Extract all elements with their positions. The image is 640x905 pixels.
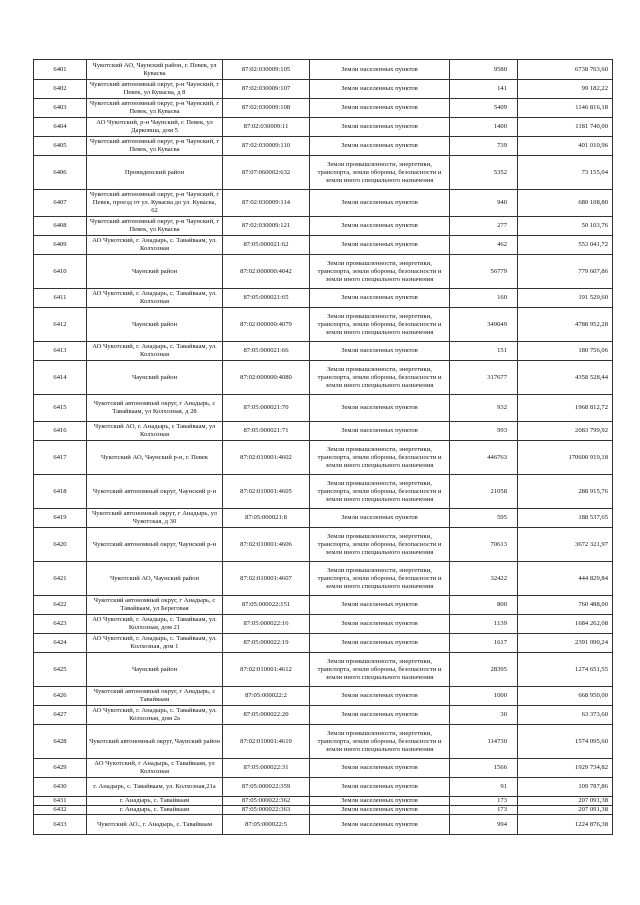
row-number-cell: 6418 [34, 475, 87, 509]
cadastral-value-cell: 779 607,86 [518, 255, 613, 289]
cadastral-value-cell: 170600 919,18 [518, 441, 613, 475]
row-number-cell: 6421 [34, 562, 87, 596]
area-cell: 1139 [450, 615, 518, 634]
cadastral-number-cell: 87:02:000000:4079 [223, 308, 310, 342]
area-cell: 932 [450, 395, 518, 422]
area-cell: 141 [450, 80, 518, 99]
area-cell: 317677 [450, 361, 518, 395]
address-cell: Чукотский автономный округ, Чаунский район [87, 725, 223, 759]
cadastral-number-cell: 87:02:010001:4602 [223, 441, 310, 475]
cadastral-value-cell: 2391 090,24 [518, 634, 613, 653]
row-number-cell: 6410 [34, 255, 87, 289]
row-number-cell: 6428 [34, 725, 87, 759]
area-cell: 5409 [450, 99, 518, 118]
address-cell: Чаунский район [87, 255, 223, 289]
land-category-cell: Земли населенных пунктов [310, 706, 450, 725]
address-cell: АО Чукотский, г. Анадырь, с. Тавайваам, ул. Колхозная, дом 1 [87, 634, 223, 653]
address-cell: АО Чукотский, г Анадырь, с Тавайваам, ул Колхозная [87, 759, 223, 778]
address-cell: Чукотский АО, Чаунский район, г. Певек, ул Кувасва [87, 60, 223, 80]
row-number-cell: 6424 [34, 634, 87, 653]
cadastral-value-cell: 99 182,22 [518, 80, 613, 99]
cadastral-number-cell: 87:05:000022:2 [223, 687, 310, 706]
cadastral-number-cell: 87:02:010001:4612 [223, 653, 310, 687]
cadastral-value-cell: 109 787,86 [518, 778, 613, 797]
table-row [34, 653, 613, 687]
area-cell: 160 [450, 289, 518, 308]
table-row [34, 562, 613, 596]
land-plots-table [33, 59, 613, 835]
cadastral-value-cell: 73 155,04 [518, 156, 613, 190]
row-number-cell: 6431 [34, 797, 87, 806]
land-category-cell: Земли населенных пунктов [310, 118, 450, 137]
row-number-cell: 6426 [34, 687, 87, 706]
cadastral-number-cell: 87:05:000021:65 [223, 289, 310, 308]
cadastral-value-cell: 2083 799,92 [518, 422, 613, 441]
land-category-cell: Земли населенных пунктов [310, 217, 450, 236]
table-row [34, 441, 613, 475]
row-number-cell: 6425 [34, 653, 87, 687]
table-row [34, 815, 613, 835]
area-cell: 21058 [450, 475, 518, 509]
address-cell: АО Чукотский, г. Анадырь, с. Тавайваам, ул. Колхозная [87, 289, 223, 308]
cadastral-number-cell: 87:02:030009:11 [223, 118, 310, 137]
address-cell: Чукотский АО, г. Анадырь, с Тавайваам, ул Колхозная [87, 422, 223, 441]
address-cell: Чукотский АО, Чаунский район [87, 562, 223, 596]
table-row [34, 759, 613, 778]
cadastral-number-cell: 87:05:000022:359 [223, 778, 310, 797]
land-category-cell: Земли населенных пунктов [310, 687, 450, 706]
area-cell: 1566 [450, 759, 518, 778]
table-row [34, 361, 613, 395]
row-number-cell: 6403 [34, 99, 87, 118]
cadastral-number-cell: 87:05:000021:70 [223, 395, 310, 422]
address-cell: АО Чукотский, г. Анадырь, с. Тавайваам, ул. Колхозная [87, 342, 223, 361]
cadastral-number-cell: 87:05:000022:151 [223, 596, 310, 615]
land-category-cell: Земли населенных пунктов [310, 596, 450, 615]
table-row [34, 236, 613, 255]
land-category-cell: Земли промышленности, энергетики, транспорта, земли обороны, безопасности и земли иного специального назначения [310, 528, 450, 562]
land-category-cell: Земли промышленности, энергетики, транспорта, земли обороны, безопасности и земли иного специального назначения [310, 475, 450, 509]
area-cell: 739 [450, 137, 518, 156]
row-number-cell: 6420 [34, 528, 87, 562]
area-cell: 446763 [450, 441, 518, 475]
area-cell: 595 [450, 509, 518, 528]
area-cell: 800 [450, 596, 518, 615]
table-row [34, 99, 613, 118]
address-cell: г. Анадырь, с. Тавайваам [87, 806, 223, 815]
address-cell: АО Чукотский, г. Анадырь, с. Тавайваам, ул. Колхозная, дом 2а [87, 706, 223, 725]
row-number-cell: 6423 [34, 615, 87, 634]
address-cell: АО Чукотский, р-н Чаунский, г. Певек, ул Дарковша, дом 5 [87, 118, 223, 137]
land-category-cell: Земли населенных пунктов [310, 236, 450, 255]
row-number-cell: 6406 [34, 156, 87, 190]
cadastral-number-cell: 87:02:000000:4080 [223, 361, 310, 395]
land-category-cell: Земли населенных пунктов [310, 190, 450, 217]
address-cell: Чукотский автономный округ, р-н Чаунский, г Певек, ул Кувасва [87, 217, 223, 236]
land-category-cell: Земли населенных пунктов [310, 80, 450, 99]
cadastral-value-cell: 1574 095,60 [518, 725, 613, 759]
land-category-cell: Земли населенных пунктов [310, 509, 450, 528]
address-cell: Чукотский автономный округ, р-н Чаунский, г Певек, проезд от ул. Кувасва до ул. Кувасва, 62 [87, 190, 223, 217]
table-row [34, 289, 613, 308]
table-row [34, 395, 613, 422]
cadastral-number-cell: 87:05:000022:31 [223, 759, 310, 778]
row-number-cell: 6413 [34, 342, 87, 361]
cadastral-value-cell: 1968 812,72 [518, 395, 613, 422]
cadastral-number-cell: 87:02:030009:110 [223, 137, 310, 156]
address-cell: г. Анадырь, с. Тавайваам, ул. Колхозная,21а [87, 778, 223, 797]
row-number-cell: 6417 [34, 441, 87, 475]
address-cell: Провиденский район [87, 156, 223, 190]
table-row [34, 615, 613, 634]
land-category-cell: Земли промышленности, энергетики, транспорта, земли обороны, безопасности и земли иного специального назначения [310, 653, 450, 687]
table-row [34, 687, 613, 706]
table-row [34, 342, 613, 361]
cadastral-value-cell: 180 756,06 [518, 342, 613, 361]
table-row [34, 60, 613, 80]
address-cell: Чукотский автономный округ, г Анадырь, с Тавайваам, ул Береговая [87, 596, 223, 615]
cadastral-value-cell: 207 091,38 [518, 806, 613, 815]
land-category-cell: Земли промышленности, энергетики, транспорта, земли обороны, безопасности и земли иного специального назначения [310, 725, 450, 759]
row-number-cell: 6427 [34, 706, 87, 725]
table-row [34, 509, 613, 528]
land-category-cell: Земли промышленности, энергетики, транспорта, земли обороны, безопасности и земли иного специального назначения [310, 562, 450, 596]
area-cell: 9580 [450, 60, 518, 80]
land-category-cell: Земли населенных пунктов [310, 60, 450, 80]
area-cell: 28395 [450, 653, 518, 687]
row-number-cell: 6430 [34, 778, 87, 797]
table-row [34, 255, 613, 289]
cadastral-value-cell: 50 103,76 [518, 217, 613, 236]
area-cell: 1617 [450, 634, 518, 653]
table-body [34, 60, 613, 835]
row-number-cell: 6416 [34, 422, 87, 441]
cadastral-number-cell: 87:05:000022:362 [223, 797, 310, 806]
cadastral-number-cell: 87:02:030009:105 [223, 60, 310, 80]
cadastral-number-cell: 87:05:000022:19 [223, 634, 310, 653]
table-row [34, 634, 613, 653]
cadastral-number-cell: 87:02:010001:4607 [223, 562, 310, 596]
cadastral-number-cell: 87:02:030009:121 [223, 217, 310, 236]
cadastral-number-cell: 87:02:010001:4605 [223, 475, 310, 509]
cadastral-value-cell: 1181 740,00 [518, 118, 613, 137]
cadastral-value-cell: 3672 321,97 [518, 528, 613, 562]
cadastral-value-cell: 191 529,60 [518, 289, 613, 308]
cadastral-value-cell: 1274 651,55 [518, 653, 613, 687]
table-row [34, 706, 613, 725]
table-row [34, 475, 613, 509]
address-cell: АО Чукотский, г. Анадырь, с. Тавайваам, ул. Колхозная, дом 21 [87, 615, 223, 634]
land-category-cell: Земли промышленности, энергетики, транспорта, земли обороны, безопасности и земли иного специального назначения [310, 441, 450, 475]
land-category-cell: Земли промышленности, энергетики, транспорта, земли обороны, безопасности и земли иного специального назначения [310, 308, 450, 342]
land-category-cell: Земли населенных пунктов [310, 759, 450, 778]
cadastral-number-cell: 87:05:000021:8 [223, 509, 310, 528]
land-category-cell: Земли населенных пунктов [310, 395, 450, 422]
land-category-cell: Земли промышленности, энергетики, транспорта, земли обороны, безопасности и земли иного специального назначения [310, 156, 450, 190]
cadastral-number-cell: 87:02:030009:108 [223, 99, 310, 118]
area-cell: 173 [450, 806, 518, 815]
address-cell: Чукотский автономный округ, Чаунский р-н [87, 528, 223, 562]
land-category-cell: Земли населенных пунктов [310, 99, 450, 118]
area-cell: 993 [450, 422, 518, 441]
table-row [34, 797, 613, 806]
cadastral-number-cell: 87:05:000021:71 [223, 422, 310, 441]
area-cell: 173 [450, 797, 518, 806]
cadastral-value-cell: 1224 876,38 [518, 815, 613, 835]
cadastral-value-cell: 4358 528,44 [518, 361, 613, 395]
row-number-cell: 6409 [34, 236, 87, 255]
cadastral-number-cell: 87:02:010001:4619 [223, 725, 310, 759]
row-number-cell: 6412 [34, 308, 87, 342]
address-cell: Чукотский автономный округ, р-н Чаунский, г Певек, ул Кувасва, д 8 [87, 80, 223, 99]
cadastral-value-cell: 401 010,96 [518, 137, 613, 156]
area-cell: 151 [450, 342, 518, 361]
cadastral-number-cell: 87:05:000022:363 [223, 806, 310, 815]
address-cell: Чукотский автономный округ, г Анадырь, ул Чукотская, д 30 [87, 509, 223, 528]
cadastral-value-cell: 1146 816,18 [518, 99, 613, 118]
land-category-cell: Земли населенных пунктов [310, 797, 450, 806]
cadastral-number-cell: 87:02:010001:4606 [223, 528, 310, 562]
cadastral-value-cell: 553 041,72 [518, 236, 613, 255]
land-category-cell: Земли населенных пунктов [310, 422, 450, 441]
cadastral-value-cell: 668 950,00 [518, 687, 613, 706]
table-row [34, 725, 613, 759]
row-number-cell: 6422 [34, 596, 87, 615]
area-cell: 940 [450, 190, 518, 217]
land-category-cell: Земли населенных пунктов [310, 778, 450, 797]
cadastral-value-cell: 63 373,60 [518, 706, 613, 725]
row-number-cell: 6432 [34, 806, 87, 815]
table-row [34, 118, 613, 137]
table-row [34, 80, 613, 99]
cadastral-value-cell: 4788 952,28 [518, 308, 613, 342]
cadastral-number-cell: 87:02:000000:4042 [223, 255, 310, 289]
table-row [34, 217, 613, 236]
area-cell: 114730 [450, 725, 518, 759]
area-cell: 994 [450, 815, 518, 835]
row-number-cell: 6415 [34, 395, 87, 422]
cadastral-number-cell: 87:02:030009:107 [223, 80, 310, 99]
address-cell: Чукотский АО, Чаунский р-н, г. Певек [87, 441, 223, 475]
area-cell: 277 [450, 217, 518, 236]
address-cell: АО Чукотский, г. Анадырь, с. Тавайваам, ул. Колхозная [87, 236, 223, 255]
address-cell: Чукотский автономный округ, г Анадырь, с Тавайваам, ул Колхозная, д 28 [87, 395, 223, 422]
area-cell: 349049 [450, 308, 518, 342]
table-row [34, 308, 613, 342]
area-cell: 30 [450, 706, 518, 725]
cadastral-number-cell: 87:05:000022:20 [223, 706, 310, 725]
cadastral-value-cell: 288 915,76 [518, 475, 613, 509]
row-number-cell: 6433 [34, 815, 87, 835]
area-cell: 5352 [450, 156, 518, 190]
area-cell: 1400 [450, 118, 518, 137]
area-cell: 91 [450, 778, 518, 797]
table-row [34, 778, 613, 797]
table-row [34, 190, 613, 217]
cadastral-value-cell: 207 091,38 [518, 797, 613, 806]
row-number-cell: 6404 [34, 118, 87, 137]
table-row [34, 137, 613, 156]
cadastral-value-cell: 1684 262,08 [518, 615, 613, 634]
cadastral-value-cell: 6738 763,60 [518, 60, 613, 80]
address-cell: Чаунский район [87, 308, 223, 342]
land-category-cell: Земли населенных пунктов [310, 342, 450, 361]
row-number-cell: 6407 [34, 190, 87, 217]
cadastral-value-cell: 680 108,80 [518, 190, 613, 217]
land-category-cell: Земли населенных пунктов [310, 634, 450, 653]
cadastral-number-cell: 87:07:060002:632 [223, 156, 310, 190]
cadastral-number-cell: 87:05:000021:62 [223, 236, 310, 255]
land-category-cell: Земли населенных пунктов [310, 615, 450, 634]
land-category-cell: Земли населенных пунктов [310, 815, 450, 835]
land-category-cell: Земли населенных пунктов [310, 806, 450, 815]
address-cell: Чукотский автономный округ, р-н Чаунский, г Певек, ул Кувасва [87, 137, 223, 156]
area-cell: 32422 [450, 562, 518, 596]
row-number-cell: 6429 [34, 759, 87, 778]
area-cell: 1000 [450, 687, 518, 706]
land-category-cell: Земли промышленности, энергетики, транспорта, земли обороны, безопасности и земли иного специального назначения [310, 255, 450, 289]
land-category-cell: Земли промышленности, энергетики, транспорта, земли обороны, безопасности и земли иного специального назначения [310, 361, 450, 395]
row-number-cell: 6402 [34, 80, 87, 99]
cadastral-value-cell: 1929 734,82 [518, 759, 613, 778]
table-row [34, 156, 613, 190]
cadastral-value-cell: 760 488,00 [518, 596, 613, 615]
table-row [34, 528, 613, 562]
row-number-cell: 6411 [34, 289, 87, 308]
table-row [34, 422, 613, 441]
row-number-cell: 6405 [34, 137, 87, 156]
address-cell: г. Анадырь, с. Тавайваам [87, 797, 223, 806]
cadastral-number-cell: 87:02:030009:114 [223, 190, 310, 217]
row-number-cell: 6419 [34, 509, 87, 528]
cadastral-number-cell: 87:05:000022:5 [223, 815, 310, 835]
address-cell: Чукотский автономный округ, Чаунский р-н [87, 475, 223, 509]
table-row [34, 596, 613, 615]
address-cell: Чаунский район [87, 653, 223, 687]
cadastral-value-cell: 188 537,65 [518, 509, 613, 528]
cadastral-number-cell: 87:05:000022:16 [223, 615, 310, 634]
land-category-cell: Земли населенных пунктов [310, 289, 450, 308]
address-cell: Чукотский автономный округ, р-н Чаунский, г Певек, ул Кувасва [87, 99, 223, 118]
area-cell: 70613 [450, 528, 518, 562]
cadastral-number-cell: 87:05:000021:66 [223, 342, 310, 361]
table-row [34, 806, 613, 815]
cadastral-value-cell: 444 829,84 [518, 562, 613, 596]
area-cell: 462 [450, 236, 518, 255]
address-cell: Чукотский автономный округ, г Анадырь, с Тавайваам [87, 687, 223, 706]
row-number-cell: 6408 [34, 217, 87, 236]
row-number-cell: 6414 [34, 361, 87, 395]
land-category-cell: Земли населенных пунктов [310, 137, 450, 156]
row-number-cell: 6401 [34, 60, 87, 80]
address-cell: Чаунский район [87, 361, 223, 395]
address-cell: Чукотский АО., г. Анадырь, с. Тавайваам [87, 815, 223, 835]
area-cell: 56779 [450, 255, 518, 289]
